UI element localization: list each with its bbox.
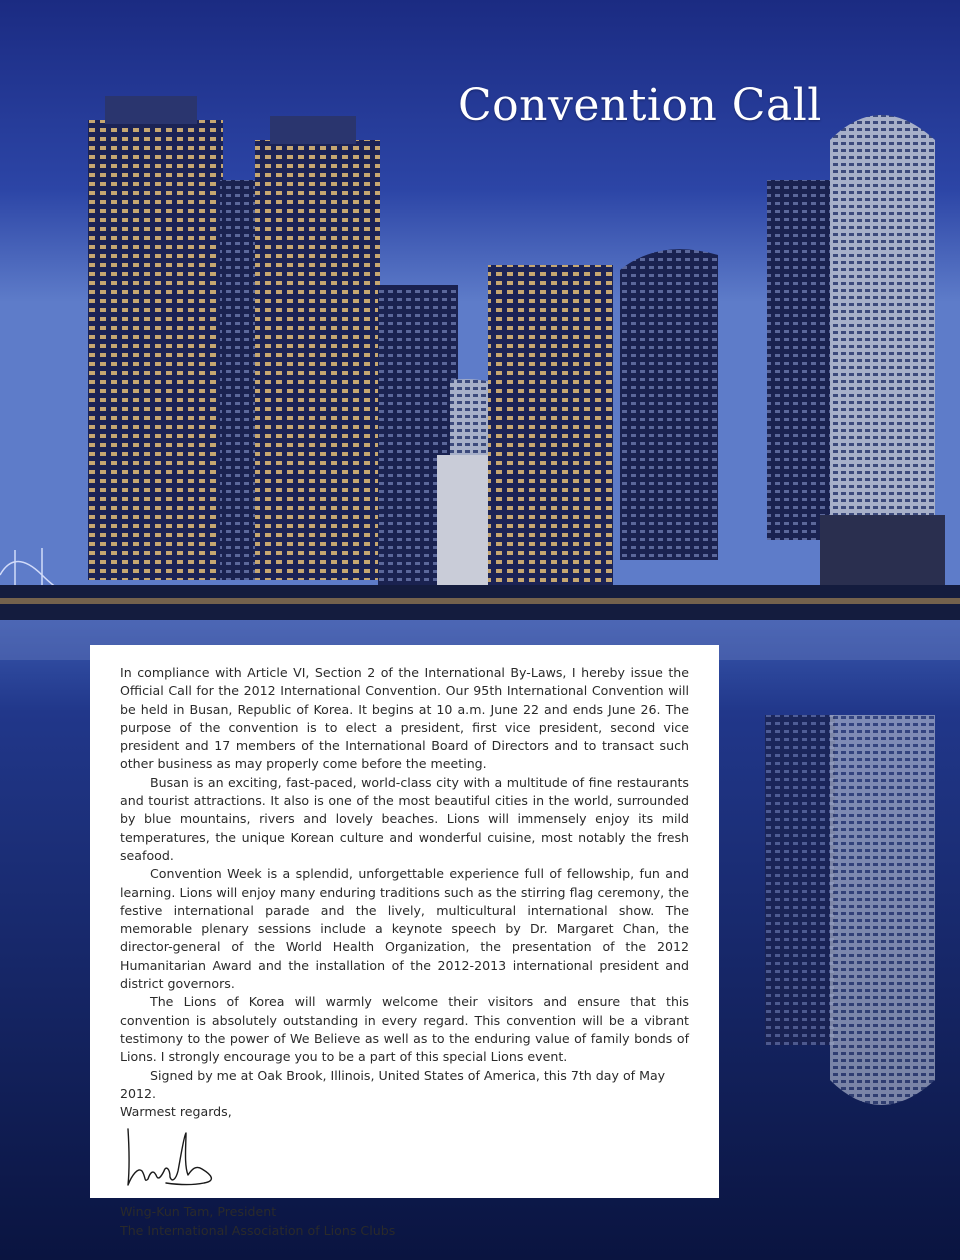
letter-paragraph-4: The Lions of Korea will warmly welcome their visitors and ensure that this convention is absolutely outstanding in every regard. This convention will be a vibrant testimony to the power of We Believe as well as to the enduring value of family bonds of Lions. I strongly encourage you to be a part of this special Lions event. <box>120 994 689 1065</box>
letter-paragraph-2: Busan is an exciting, fast-paced, world-class city with a multitude of fine restaurants and tourist attractions. It also is one of the most beautiful cities in the world, surrounded by blue mountains, rivers and lovely beaches. Lions will immensely enjoy its mild temperatures, the unique Korean culture and wonderful cuisine, most notably the fresh seafood. <box>120 774 689 863</box>
letter-paragraph-5: Signed by me at Oak Brook, Illinois, United States of America, this 7th day of May 2012. <box>120 1067 666 1101</box>
signer-name: Wing-Kun Tam, President <box>120 1204 277 1220</box>
signer-organization: The International Association of Lions Clubs <box>120 1222 396 1238</box>
page-title: Convention Call <box>458 80 822 131</box>
convention-letter <box>90 645 719 1238</box>
letter-closing: Warmest regards, <box>120 1104 232 1120</box>
letter-paragraph-3: Convention Week is a splendid, unforgettable experience full of fellowship, fun and learning. Lions will enjoy many enduring traditions such as the stirring flag ceremony, the festive international parade and the lively, multicultural international show. The memorable plenary sessions include a keynote speech by Dr. Margaret Chan, the director-general of the World Health Organization, the presentation of the 2012 Humanitarian Award and the installation of the 2012-2013 international president and district governors. <box>120 866 689 992</box>
letter-paragraph-1: In compliance with Article VI, Section 2 of the International By-Laws, I hereby issue the Official Call for the 2012 International Convention. Our 95th International Convention will be held in Busan, Republic of Korea. It begins at 10 a.m. June 22 and ends June 26. The purpose of the convention is to elect a president, first vice president, second vice president and 17 members of the International Board of Directors and to transact such other business as may properly come before the meeting. <box>120 665 689 772</box>
signature-icon <box>120 1121 689 1203</box>
